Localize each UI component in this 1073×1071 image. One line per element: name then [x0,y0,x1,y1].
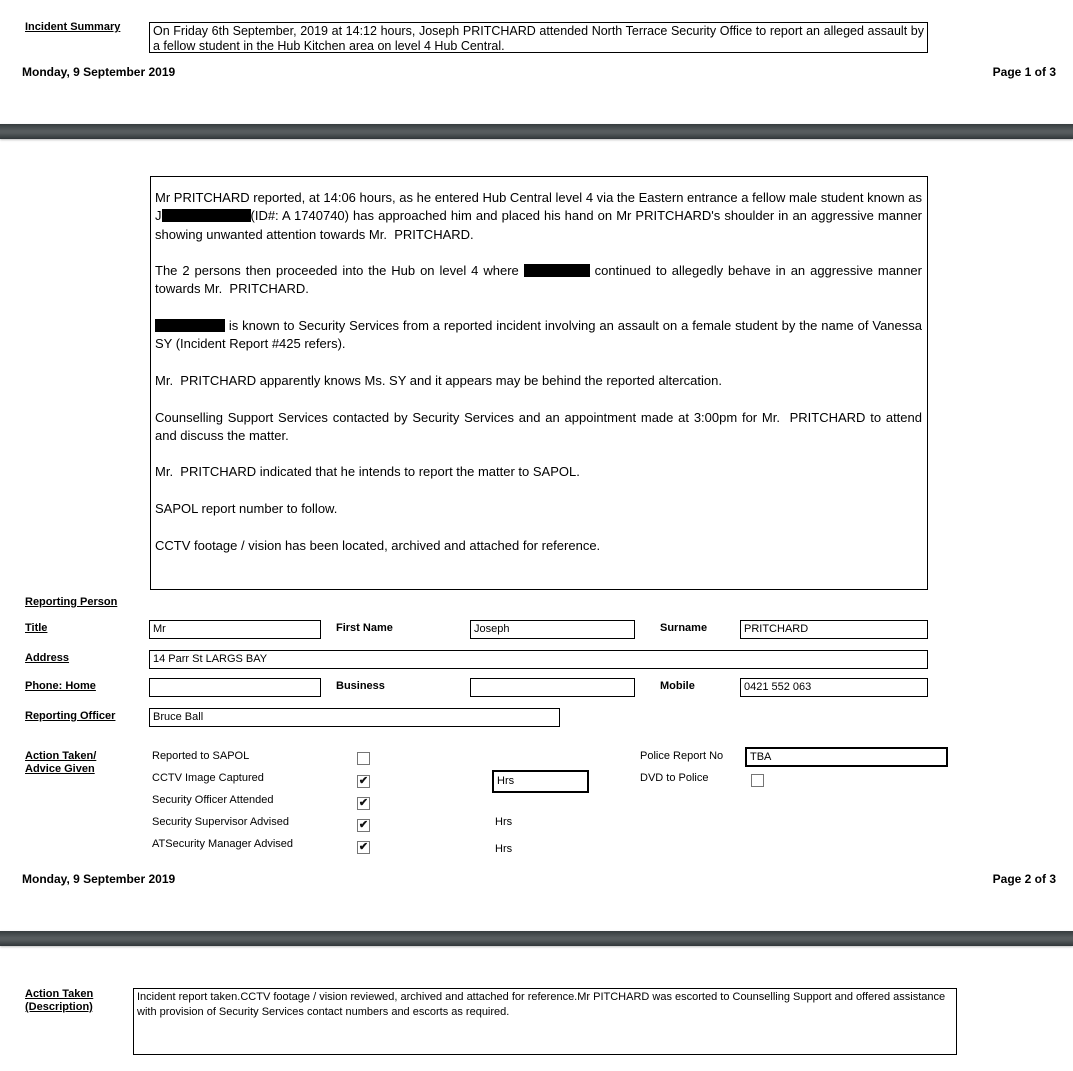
supervisor-hrs-label: Hrs [495,816,513,828]
dvd-to-police-checkbox[interactable] [751,774,764,787]
security-manager-advised-label: ATSecurity Manager Advised [152,838,294,850]
redaction-box [162,209,251,222]
phone-home-label: Phone: Home [25,680,96,692]
security-supervisor-advised-label: Security Supervisor Advised [152,816,289,828]
address-input[interactable]: 14 Parr St LARGS BAY [149,650,928,669]
page-separator [0,124,1073,139]
police-report-no-input[interactable]: TBA [745,747,948,767]
cctv-hrs-input[interactable]: Hrs [492,770,589,793]
action-taken-advice-label-line1: Action Taken/ [25,750,97,762]
mobile-label: Mobile [660,680,695,692]
security-supervisor-advised-checkbox[interactable]: ✔ [358,819,369,831]
manager-hrs-label: Hrs [495,843,513,855]
mobile-input[interactable]: 0421 552 063 [740,678,928,697]
page1-footer-date: Monday, 9 September 2019 [22,65,176,79]
narrative-content: Mr PRITCHARD reported, at 14:06 hours, as he entered Hub Central level 4 via the Eastern entrance a fellow male student known as J (ID#: A 1740740) has approached him and placed his hand on Mr PRITCHARD's shoulder in an aggressive manner showing unwanted attention towards Mr. PRITCHARD. The 2 persons then proceeded into the Hub on level 4 where continued to allegedly behave in an aggressive manner towards Mr. PRITCHARD. is known to Security Services from a reported incident involving an assault on a female student by the name of Vanessa SY (Incident Report #425 refers). Mr. PRITCHARD apparently knows Ms. SY and it appears may be behind the reported altercation. Counselling Support Services contacted by Security Services and an appointment made at 3:00pm for Mr. PRITCHARD to attend and discuss the matter. Mr. PRITCHARD indicated that he intends to report the matter to SAPOL. SAPOL report number to follow. CCTV footage / vision has been located, archived and attached for reference. [155,190,926,553]
first-name-label: First Name [336,622,393,634]
reporting-officer-input[interactable]: Bruce Ball [149,708,560,727]
dvd-to-police-label: DVD to Police [640,772,709,784]
security-officer-attended-label: Security Officer Attended [152,794,274,806]
business-label: Business [336,680,385,692]
address-label: Address [25,652,70,664]
redaction-box [155,319,225,332]
business-phone-input[interactable] [470,678,635,697]
incident-summary-field[interactable]: On Friday 6th September, 2019 at 14:12 hours, Joseph PRITCHARD attended North Terrace Security Office to report an alleged assault by a fellow student in the Hub Kitchen area on level 4 Hub Central. [149,22,928,53]
reporting-officer-label: Reporting Officer [25,710,116,722]
cctv-image-captured-label: CCTV Image Captured [152,772,264,784]
title-input[interactable]: Mr [149,620,321,639]
title-label: Title [25,622,48,634]
page-separator [0,931,1073,946]
incident-summary-label: Incident Summary [25,21,121,33]
action-taken-description-label-line2: (Description) [25,1001,93,1013]
page2-footer-date: Monday, 9 September 2019 [22,872,176,886]
action-taken-description-field[interactable]: Incident report taken.CCTV footage / vision reviewed, archived and attached for reference.Mr PITCHARD was escorted to Counselling Support and offered assistance with provision of Security Services contact numbers and escorts as required. [133,988,957,1055]
surname-input[interactable]: PRITCHARD [740,620,928,639]
police-report-no-label: Police Report No [640,750,724,762]
phone-home-input[interactable] [149,678,321,697]
cctv-image-captured-checkbox[interactable]: ✔ [358,775,369,787]
page2-page-number: Page 2 of 3 [992,872,1056,886]
incident-narrative-field[interactable] [150,176,928,590]
action-taken-advice-label-line2: Advice Given [25,763,95,775]
reporting-person-label: Reporting Person [25,596,118,608]
surname-label: Surname [660,622,708,634]
security-officer-attended-checkbox[interactable]: ✔ [358,797,369,809]
security-manager-advised-checkbox[interactable]: ✔ [358,841,369,853]
page1-page-number: Page 1 of 3 [992,65,1056,79]
first-name-input[interactable]: Joseph [470,620,635,639]
reported-to-sapol-label: Reported to SAPOL [152,750,250,762]
redaction-box [524,264,590,277]
reported-to-sapol-checkbox[interactable] [357,752,370,765]
action-taken-description-label-line1: Action Taken [25,988,94,1000]
